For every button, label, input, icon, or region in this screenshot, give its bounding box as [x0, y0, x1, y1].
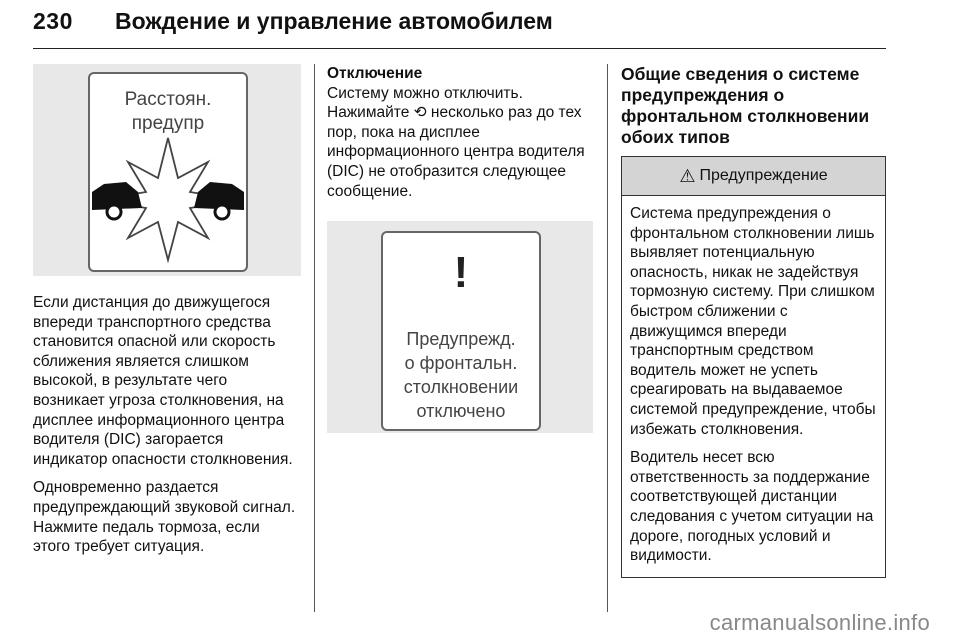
page-number: 230: [33, 8, 73, 34]
figure-label-distance: Расстоян.: [124, 89, 212, 110]
col2-text: [327, 84, 593, 202]
warning-triangle-icon: ⚠: [679, 165, 696, 186]
watermark: carmanualsonline.info: [709, 610, 930, 635]
figure-label-warning: предупр: [131, 113, 205, 134]
dic-display-box: [88, 72, 248, 272]
column-2: [327, 64, 593, 433]
warning-paragraph-1: Система предупреждения о фронтальном столкновении лишь выявляет потенциальную опасность, никак не задействуя тормозную систему. При слишком быстром сближении с движущимся впереди транспортным средством водитель может не успеть среагировать на выдаваемое системой предупреждение, чтобы избежать столкновения.: [630, 205, 876, 438]
distance-warning-figure: [33, 64, 301, 276]
section-title: Общие сведения о системе предупреждения о фронтальном столкновении обоих типов: [621, 64, 870, 147]
subheading-disable: Отключение: [327, 65, 423, 82]
warning-header: [622, 157, 885, 196]
col1-paragraph-2: Одновременно раздается предупреждающий звуковой сигнал. Нажмите педаль тормоза, если этого требует ситуация.: [33, 479, 296, 556]
figure-line-2: о фронтальн.: [404, 353, 518, 374]
warning-box: [621, 156, 886, 578]
col2-paragraph: Систему можно отключить. Нажимайте ⟲ несколько раз до тех пор, пока на дисплее информационного центра водителя (DIC) не отобразится следующее сообщение.: [327, 84, 585, 200]
dic-message-box: [381, 231, 541, 431]
page-header: [33, 8, 886, 49]
figure-line-4: отключено: [416, 401, 506, 422]
warning-label: Предупреждение: [699, 167, 828, 184]
disabled-message-figure: [327, 221, 593, 433]
chapter-title: Вождение и управление автомобилем: [115, 8, 553, 34]
column-divider-1: [314, 64, 315, 612]
column-3: [621, 64, 886, 578]
collision-icon: [90, 134, 246, 264]
figure-line-3: столкновении: [403, 377, 519, 398]
figure-line-1: Предупрежд.: [406, 329, 516, 350]
warning-body: [622, 196, 885, 577]
column-1: [33, 64, 301, 566]
col1-text: [33, 293, 301, 557]
warning-paragraph-2: Водитель несет всю ответственность за поддержание соответствующей дистанции следования с учетом ситуации на дороге, погодных условий и видимости.: [630, 449, 874, 565]
col1-paragraph-1: Если дистанция до движущегося впереди транспортного средства становится опасной или скорость сближения является слишком высокой, в результате чего возникает угроза столкновения, на дисплее информационного центра водителя (DIC) загорается индикатор опасности столкновения.: [33, 294, 293, 468]
column-divider-2: [607, 64, 608, 612]
exclamation-icon: !: [453, 248, 469, 298]
